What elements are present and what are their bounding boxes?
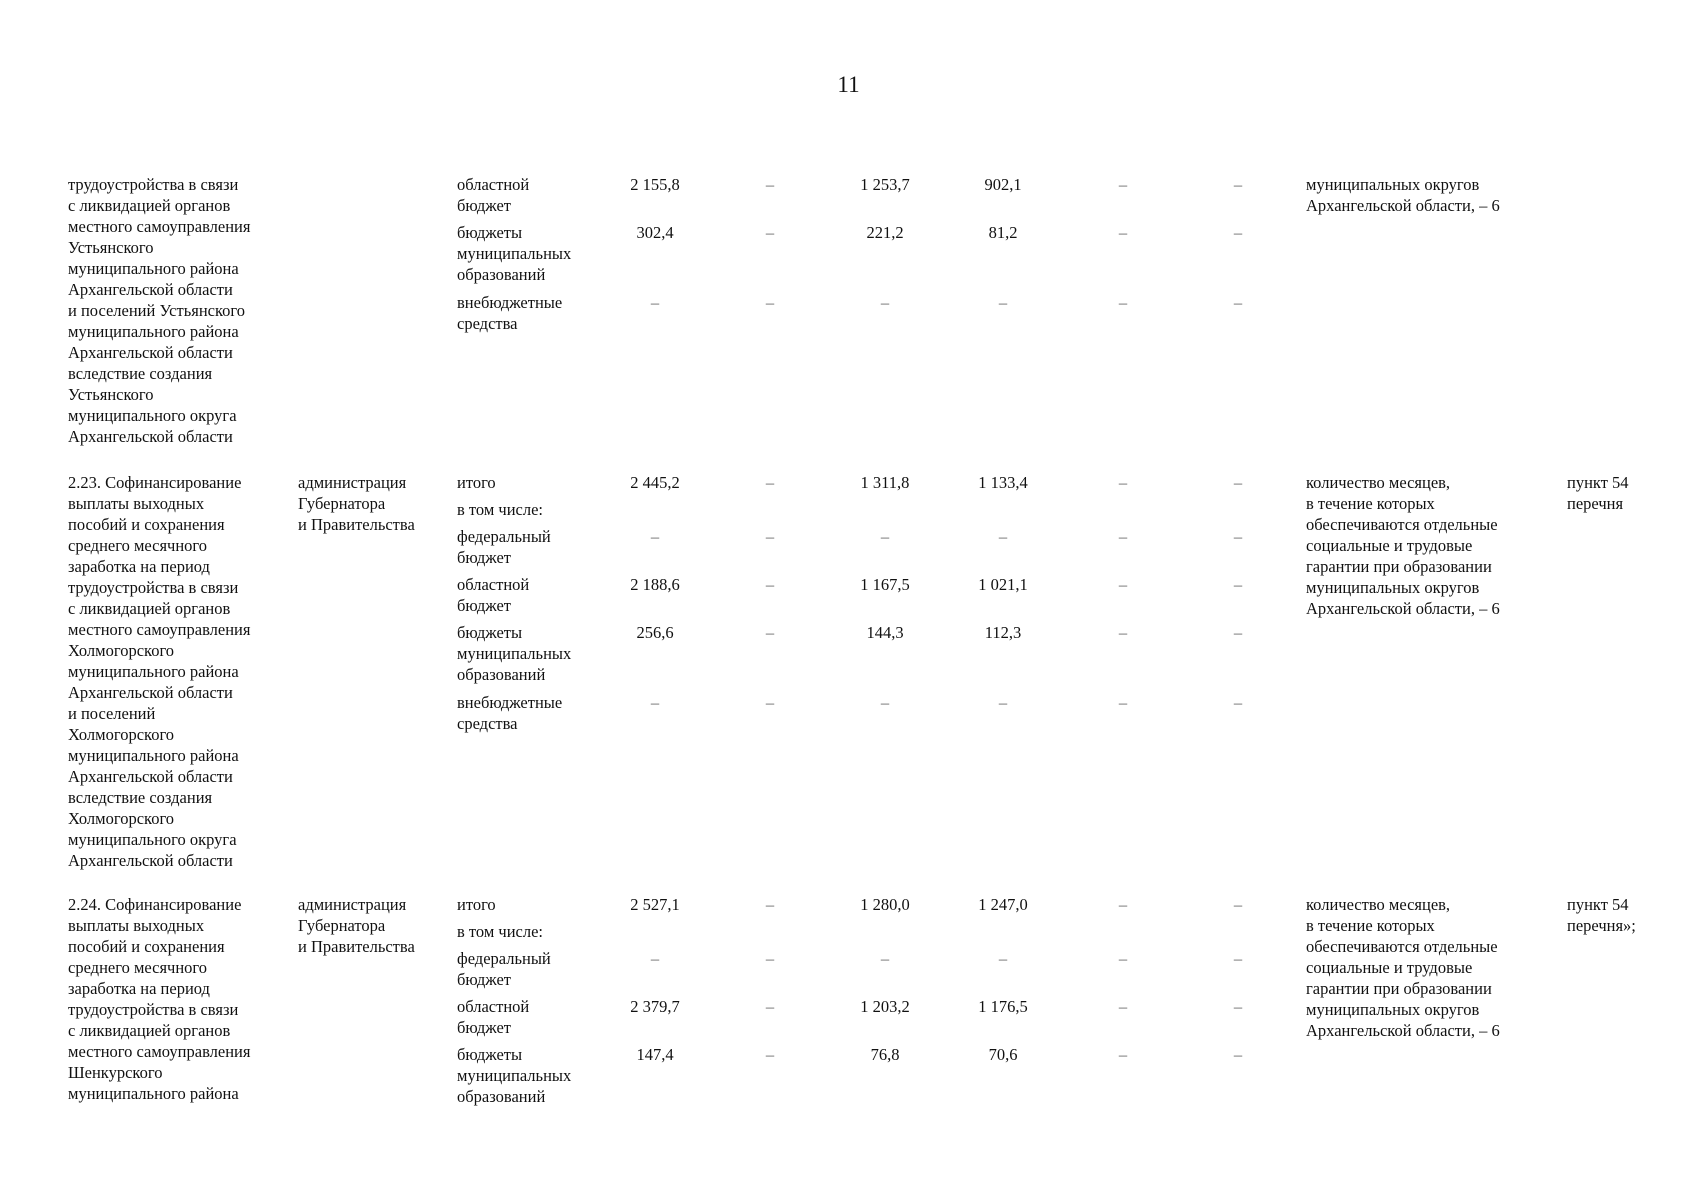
amount-cell: 2 445,2 [630,473,680,492]
amount-cell: – [998,527,1008,546]
amount-cell: – [998,693,1008,712]
measure-description: 2.24. Софинансирование выплаты выходных пособий и сохранения среднего месячного заработка на период трудоустройства в связи с ликвидацией органов местного самоуправления Шенкурского муниципального района [68,895,251,1103]
funding-source: итого [457,895,496,914]
amount-cell: – [1118,895,1128,914]
amount-cell: – [1118,1045,1128,1064]
funding-source: внебюджетные средства [457,293,563,333]
amount-cell: – [1118,949,1128,968]
amount-cell: 302,4 [636,223,674,242]
amount-cell: 1 176,5 [978,997,1028,1016]
amount-cell: – [1118,693,1128,712]
reference-note: пункт 54 перечня»; [1567,895,1636,935]
amount-cell: – [765,997,775,1016]
amount-cell: – [765,175,775,194]
funding-source: внебюджетные средства [457,693,563,733]
measure-description: трудоустройства в связи с ликвидацией органов местного самоуправления Устьянского муниципального района Архангельской области и поселений Устьянского муниципального района Архангельской области вследствие создания Устьянского муниципального округа Архангельской области [68,175,251,446]
amount-cell: – [880,949,890,968]
amount-cell: – [1233,175,1243,194]
amount-cell: – [1118,223,1128,242]
amount-cell: – [765,223,775,242]
amount-cell: 1 311,8 [860,473,910,492]
amount-cell: – [1233,895,1243,914]
amount-cell: – [1233,527,1243,546]
target-indicator: муниципальных округов Архангельской области, – 6 [1306,175,1500,215]
amount-cell: 221,2 [866,223,904,242]
amount-cell: – [765,293,775,312]
amount-cell: 1 280,0 [860,895,910,914]
amount-cell: – [765,1045,775,1064]
amount-cell: – [880,693,890,712]
funding-source: областной бюджет [457,997,530,1037]
amount-cell: 81,2 [988,223,1018,242]
funding-source: федеральный бюджет [457,527,551,567]
amount-cell: – [765,473,775,492]
amount-cell: – [998,293,1008,312]
amount-cell: 2 527,1 [630,895,680,914]
amount-cell: 76,8 [870,1045,900,1064]
amount-cell: – [1118,575,1128,594]
measure-description: 2.23. Софинансирование выплаты выходных пособий и сохранения среднего месячного заработка на период трудоустройства в связи с ликвидацией органов местного самоуправления Холмогорского муниципального района Архангельской области и поселений Холмогорского муниципального района Архангельской области вследствие создания Холмогорского муниципального округа Архангельской области [68,473,251,870]
funding-source: бюджеты муниципальных образований [457,1045,572,1106]
amount-cell: – [1118,175,1128,194]
amount-cell: – [765,575,775,594]
amount-cell: – [1233,473,1243,492]
amount-cell: – [998,949,1008,968]
amount-cell: – [1233,293,1243,312]
amount-cell: – [1118,293,1128,312]
executor: администрация Губернатора и Правительства [298,895,415,956]
funding-source: в том числе: [457,922,544,941]
amount-cell: – [1233,693,1243,712]
amount-cell: – [650,527,660,546]
amount-cell: – [1118,997,1128,1016]
amount-cell: 70,6 [988,1045,1018,1064]
amount-cell: – [1118,527,1128,546]
funding-source: бюджеты муниципальных образований [457,623,572,684]
amount-cell: 1 021,1 [978,575,1028,594]
amount-cell: 2 379,7 [630,997,680,1016]
amount-cell: 2 188,6 [630,575,680,594]
amount-cell: – [1233,997,1243,1016]
funding-source: областной бюджет [457,175,530,215]
target-indicator: количество месяцев, в течение которых обеспечиваются отдельные социальные и трудовые гарантии при образовании муниципальных округов Архангельской области, – 6 [1306,473,1500,618]
amount-cell: 144,3 [866,623,904,642]
executor: администрация Губернатора и Правительства [298,473,415,534]
amount-cell: – [1233,223,1243,242]
funding-source: итого [457,473,496,492]
amount-cell: – [1233,623,1243,642]
funding-source: в том числе: [457,500,544,519]
amount-cell: 1 253,7 [860,175,910,194]
amount-cell: – [765,527,775,546]
amount-cell: 1 247,0 [978,895,1028,914]
amount-cell: – [1233,949,1243,968]
amount-cell: – [765,693,775,712]
amount-cell: – [765,623,775,642]
funding-source: бюджеты муниципальных образований [457,223,572,284]
target-indicator: количество месяцев, в течение которых обеспечиваются отдельные социальные и трудовые гарантии при образовании муниципальных округов Архангельской области, – 6 [1306,895,1500,1040]
amount-cell: 112,3 [984,623,1022,642]
amount-cell: 902,1 [984,175,1022,194]
amount-cell: – [650,293,660,312]
amount-cell: – [765,949,775,968]
funding-source: областной бюджет [457,575,530,615]
amount-cell: 256,6 [636,623,674,642]
funding-source: федеральный бюджет [457,949,551,989]
amount-cell: 1 203,2 [860,997,910,1016]
amount-cell: – [1233,1045,1243,1064]
amount-cell: – [765,895,775,914]
amount-cell: – [1118,473,1128,492]
amount-cell: – [650,949,660,968]
amount-cell: – [880,293,890,312]
amount-cell: – [1233,575,1243,594]
amount-cell: 1 167,5 [860,575,910,594]
amount-cell: – [1118,623,1128,642]
amount-cell: 2 155,8 [630,175,680,194]
reference-note: пункт 54 перечня [1567,473,1629,513]
page-number: 11 [837,72,860,97]
amount-cell: 1 133,4 [978,473,1028,492]
amount-cell: – [880,527,890,546]
amount-cell: – [650,693,660,712]
amount-cell: 147,4 [636,1045,674,1064]
